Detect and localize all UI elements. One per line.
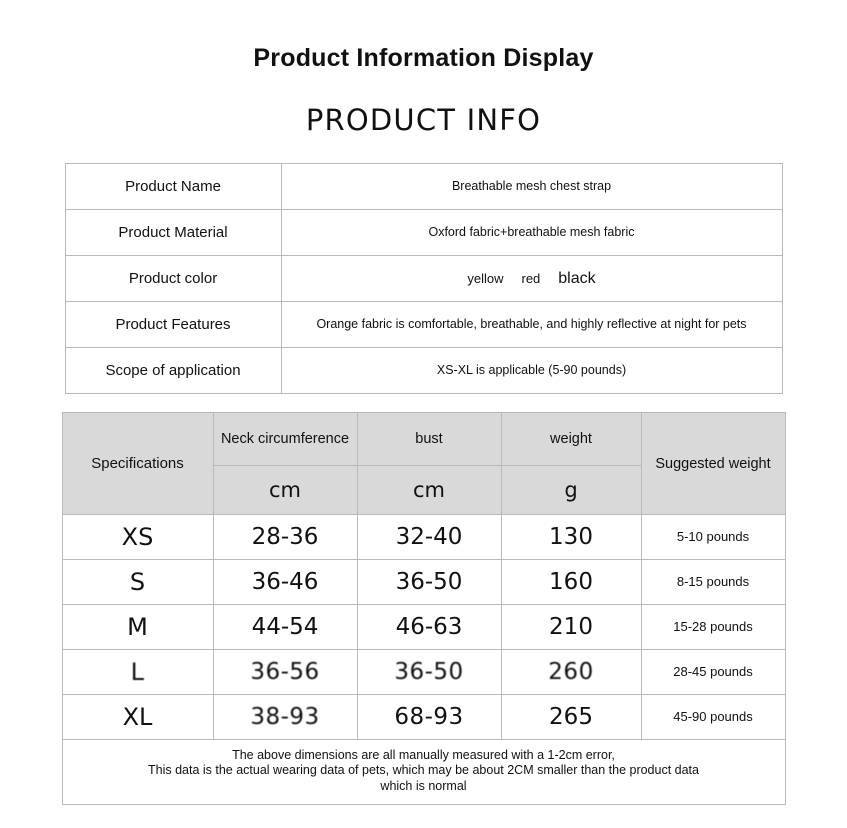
- header-neck-circumference: Neck circumference: [213, 413, 357, 466]
- suggested-s: 8-15 pounds: [641, 560, 785, 605]
- neck-xs: 28-36: [213, 515, 357, 560]
- size-s: S: [62, 560, 213, 605]
- suggested-xl: 45-90 pounds: [641, 695, 785, 740]
- header-specifications: Specifications: [62, 413, 213, 515]
- size-l: L: [62, 650, 213, 695]
- header-neck-unit: cm: [213, 466, 357, 515]
- suggested-l: 28-45 pounds: [641, 650, 785, 695]
- note-line-2: This data is the actual wearing data of pets, which may be about 2CM smaller than the product data: [147, 762, 699, 777]
- page-subtitle: PRODUCT INFO: [305, 103, 542, 137]
- table-row: [65, 210, 782, 256]
- weight-l: 260: [501, 650, 641, 695]
- header-bust-unit: cm: [357, 466, 501, 515]
- bust-xl: 68-93: [357, 695, 501, 740]
- table-row: [65, 164, 782, 210]
- info-label-product-features: Product Features: [65, 302, 281, 348]
- neck-m: 44-54: [213, 605, 357, 650]
- table-row: [62, 695, 785, 740]
- table-header-row: [62, 413, 785, 466]
- page-title: Product Information Display: [253, 44, 594, 72]
- bust-xs: 32-40: [357, 515, 501, 560]
- table-row: [62, 650, 785, 695]
- product-info-table: [65, 163, 783, 394]
- suggested-xs: 5-10 pounds: [641, 515, 785, 560]
- color-option-red: red: [521, 270, 541, 286]
- info-value-product-material: Oxford fabric+breathable mesh fabric: [281, 210, 782, 256]
- measurement-note: [62, 740, 785, 805]
- table-row: [62, 515, 785, 560]
- bust-s: 36-50: [357, 560, 501, 605]
- info-label-scope: Scope of application: [65, 348, 281, 394]
- header-weight: weight: [501, 413, 641, 466]
- specification-table: [62, 412, 786, 805]
- size-xs: XS: [62, 515, 213, 560]
- header-weight-unit: g: [501, 466, 641, 515]
- info-label-product-color: Product color: [65, 256, 281, 302]
- bust-m: 46-63: [357, 605, 501, 650]
- table-note-row: [62, 740, 785, 805]
- weight-xl: 265: [501, 695, 641, 740]
- info-label-product-name: Product Name: [65, 164, 281, 210]
- info-label-product-material: Product Material: [65, 210, 281, 256]
- neck-l: 36-56: [213, 650, 357, 695]
- weight-s: 160: [501, 560, 641, 605]
- info-value-product-name: Breathable mesh chest strap: [281, 164, 782, 210]
- header-suggested-weight: Suggested weight: [641, 413, 785, 515]
- color-option-yellow: yellow: [467, 270, 504, 286]
- product-info-page: [0, 44, 847, 828]
- note-line-3: which is normal: [380, 779, 467, 794]
- color-option-black: black: [558, 269, 596, 287]
- size-m: M: [62, 605, 213, 650]
- info-value-scope: XS-XL is applicable (5-90 pounds): [281, 348, 782, 394]
- table-row: [65, 256, 782, 302]
- weight-xs: 130: [501, 515, 641, 560]
- note-line-1: The above dimensions are all manually measured with a 1-2cm error,: [232, 747, 615, 762]
- header-bust: bust: [357, 413, 501, 466]
- suggested-m: 15-28 pounds: [641, 605, 785, 650]
- info-value-product-color: [281, 256, 782, 302]
- weight-m: 210: [501, 605, 641, 650]
- info-value-product-features: Orange fabric is comfortable, breathable, and highly reflective at night for pets: [281, 302, 782, 348]
- bust-l: 36-50: [357, 650, 501, 695]
- neck-s: 36-46: [213, 560, 357, 605]
- table-row: [62, 605, 785, 650]
- table-row: [65, 348, 782, 394]
- neck-xl: 38-93: [213, 695, 357, 740]
- table-row: [62, 560, 785, 605]
- table-row: [65, 302, 782, 348]
- size-xl: XL: [62, 695, 213, 740]
